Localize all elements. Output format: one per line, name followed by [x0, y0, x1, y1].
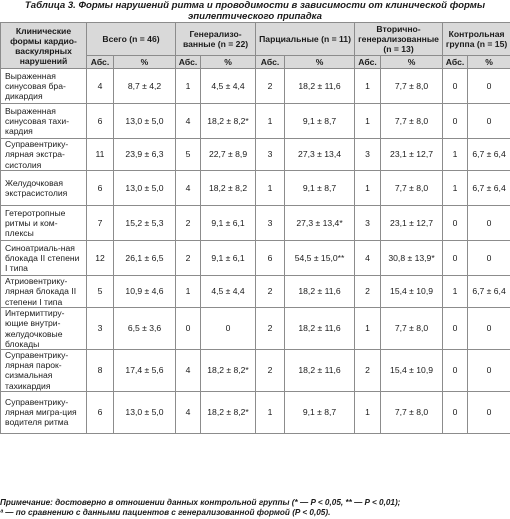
cell-abs: 1 — [443, 276, 468, 308]
cell-pct: 9,1 ± 8,7 — [285, 171, 355, 206]
table-row — [1, 276, 510, 308]
cell-pct: 0 — [468, 241, 510, 276]
cell-pct: 18,2 ± 11,6 — [285, 276, 355, 308]
table-caption — [0, 0, 510, 22]
cell-abs: 1 — [256, 104, 285, 139]
header-group-secondary: Вторично-генерализованные (n = 13) — [355, 23, 443, 56]
cell-abs: 3 — [256, 139, 285, 171]
cell-abs: 4 — [355, 241, 381, 276]
cell-abs: 2 — [176, 241, 201, 276]
cell-pct: 13,0 ± 5,0 — [114, 104, 176, 139]
cell-pct: 6,5 ± 3,6 — [114, 308, 176, 350]
cell-abs: 5 — [176, 139, 201, 171]
header-abs: Абс. — [176, 56, 201, 69]
cell-pct: 9,1 ± 8,7 — [285, 104, 355, 139]
cell-pct: 26,1 ± 6,5 — [114, 241, 176, 276]
cell-pct: 7,7 ± 8,0 — [381, 308, 443, 350]
row-label: Атриовентрику-лярная блокада II степени I типа — [1, 276, 87, 308]
cell-abs: 6 — [87, 391, 114, 433]
header-abs: Абс. — [87, 56, 114, 69]
table-row — [1, 206, 510, 241]
header-pct: % — [114, 56, 176, 69]
cell-pct: 4,5 ± 4,4 — [201, 69, 256, 104]
cell-abs: 1 — [355, 308, 381, 350]
header-group-total: Всего (n = 46) — [87, 23, 176, 56]
cell-abs: 1 — [355, 391, 381, 433]
cell-pct: 7,7 ± 8,0 — [381, 69, 443, 104]
row-label: Суправентрику-лярная экстра-систолия — [1, 139, 87, 171]
cell-pct: 15,4 ± 10,9 — [381, 350, 443, 392]
cell-abs: 3 — [355, 206, 381, 241]
cell-pct: 13,0 ± 5,0 — [114, 171, 176, 206]
cell-pct: 23,9 ± 6,3 — [114, 139, 176, 171]
cell-abs: 4 — [176, 350, 201, 392]
cell-pct: 0 — [468, 206, 510, 241]
cell-abs: 1 — [256, 171, 285, 206]
cell-pct: 0 — [468, 104, 510, 139]
cell-abs: 4 — [87, 69, 114, 104]
cell-pct: 13,0 ± 5,0 — [114, 391, 176, 433]
row-label: Суправентрику-лярная парок-сизмальная тахикардия — [1, 350, 87, 392]
cell-pct: 9,1 ± 6,1 — [201, 206, 256, 241]
cell-abs: 0 — [443, 391, 468, 433]
header-group-partial: Парциальные (n = 11) — [256, 23, 355, 56]
cell-abs: 2 — [176, 206, 201, 241]
caption-line-1: Таблица 3. Формы нарушений ритма и проводимости в зависимости от клинической формы — [24, 0, 486, 11]
cell-pct: 15,4 ± 10,9 — [381, 276, 443, 308]
cell-abs: 1 — [443, 139, 468, 171]
cell-abs: 4 — [176, 171, 201, 206]
cell-pct: 18,2 ± 11,6 — [285, 308, 355, 350]
caption-line-2: эпилептического припадка — [188, 11, 322, 22]
cell-pct: 6,7 ± 6,4 — [468, 139, 510, 171]
table-body — [1, 69, 510, 434]
cell-abs: 1 — [176, 69, 201, 104]
cell-pct: 18,2 ± 8,2* — [201, 104, 256, 139]
cell-abs: 4 — [176, 391, 201, 433]
header-group-generalized: Генерализо-ванные (n = 22) — [176, 23, 256, 56]
cell-pct: 8,7 ± 4,2 — [114, 69, 176, 104]
row-label: Гетеротропные ритмы и ком-плексы — [1, 206, 87, 241]
cell-abs: 0 — [443, 104, 468, 139]
cell-abs: 1 — [355, 171, 381, 206]
cell-pct: 0 — [468, 350, 510, 392]
cell-abs: 2 — [256, 69, 285, 104]
header-pct: % — [468, 56, 510, 69]
cell-abs: 2 — [355, 276, 381, 308]
table-note — [0, 498, 510, 517]
cell-abs: 0 — [443, 308, 468, 350]
cell-abs: 3 — [87, 308, 114, 350]
cell-pct: 17,4 ± 5,6 — [114, 350, 176, 392]
row-label: Выраженная синусовая тахи-кардия — [1, 104, 87, 139]
row-label: Желудочковая экстрасистолия — [1, 171, 87, 206]
table-row — [1, 104, 510, 139]
note-line-2: ª — по сравнению с данными пациентов с генерализованной формой (P < 0,05). — [0, 507, 331, 517]
header-pct: % — [201, 56, 256, 69]
cell-abs: 5 — [87, 276, 114, 308]
header-group-control: Контрольная группа (n = 15) — [443, 23, 510, 56]
cell-abs: 0 — [176, 308, 201, 350]
row-label: Выраженная синусовая бра-дикардия — [1, 69, 87, 104]
header-pct: % — [381, 56, 443, 69]
table-row — [1, 241, 510, 276]
cell-abs: 6 — [256, 241, 285, 276]
cell-abs: 3 — [256, 206, 285, 241]
cell-abs: 2 — [355, 350, 381, 392]
cell-pct: 6,7 ± 6,4 — [468, 276, 510, 308]
cell-abs: 7 — [87, 206, 114, 241]
cell-pct: 23,1 ± 12,7 — [381, 206, 443, 241]
cell-abs: 0 — [443, 69, 468, 104]
cell-pct: 0 — [468, 69, 510, 104]
cell-abs: 4 — [176, 104, 201, 139]
note-line-1: Примечание: достоверно в отношении данных контрольной группы (* — P < 0,05, ** — P < 0,01); — [0, 498, 401, 507]
cell-abs: 6 — [87, 171, 114, 206]
cell-abs: 6 — [87, 104, 114, 139]
cell-abs: 1 — [443, 171, 468, 206]
cell-pct: 30,8 ± 13,9* — [381, 241, 443, 276]
table-row — [1, 139, 510, 171]
table-row — [1, 391, 510, 433]
cell-pct: 22,7 ± 8,9 — [201, 139, 256, 171]
cell-pct: 9,1 ± 8,7 — [285, 391, 355, 433]
cell-pct: 18,2 ± 8,2* — [201, 350, 256, 392]
cell-abs: 1 — [355, 104, 381, 139]
header-row-groups — [1, 23, 510, 56]
cell-pct: 6,7 ± 6,4 — [468, 171, 510, 206]
table-row — [1, 171, 510, 206]
cell-abs: 2 — [256, 350, 285, 392]
cell-pct: 18,2 ± 11,6 — [285, 350, 355, 392]
cell-abs: 12 — [87, 241, 114, 276]
cell-pct: 9,1 ± 6,1 — [201, 241, 256, 276]
cell-abs: 3 — [355, 139, 381, 171]
cell-abs: 11 — [87, 139, 114, 171]
arrhythmia-table — [0, 22, 510, 434]
cell-abs: 8 — [87, 350, 114, 392]
table-row — [1, 350, 510, 392]
header-abs: Абс. — [256, 56, 285, 69]
cell-abs: 2 — [256, 276, 285, 308]
cell-pct: 27,3 ± 13,4* — [285, 206, 355, 241]
header-abs: Абс. — [355, 56, 381, 69]
cell-pct: 0 — [468, 391, 510, 433]
row-label: Синоатриаль-ная блокада II степени I типа — [1, 241, 87, 276]
header-pct: % — [285, 56, 355, 69]
cell-pct: 54,5 ± 15,0** — [285, 241, 355, 276]
cell-pct: 18,2 ± 11,6 — [285, 69, 355, 104]
cell-pct: 7,7 ± 8,0 — [381, 171, 443, 206]
header-clinical-forms: Клинические формы кардио-васкулярных нарушений — [1, 23, 87, 69]
cell-abs: 0 — [443, 350, 468, 392]
table-row — [1, 69, 510, 104]
cell-pct: 0 — [468, 308, 510, 350]
row-label: Интермиттиру-ющие внутри-желудочковые блокады — [1, 308, 87, 350]
row-label: Суправентрику-лярная мигра-ция водителя ритма — [1, 391, 87, 433]
header-abs: Абс. — [443, 56, 468, 69]
cell-pct: 7,7 ± 8,0 — [381, 104, 443, 139]
cell-abs: 1 — [355, 69, 381, 104]
cell-abs: 0 — [443, 241, 468, 276]
cell-abs: 0 — [443, 206, 468, 241]
cell-pct: 7,7 ± 8,0 — [381, 391, 443, 433]
cell-pct: 10,9 ± 4,6 — [114, 276, 176, 308]
cell-pct: 18,2 ± 8,2 — [201, 171, 256, 206]
cell-abs: 1 — [176, 276, 201, 308]
cell-pct: 0 — [201, 308, 256, 350]
cell-abs: 2 — [256, 308, 285, 350]
cell-pct: 23,1 ± 12,7 — [381, 139, 443, 171]
cell-pct: 27,3 ± 13,4 — [285, 139, 355, 171]
cell-pct: 4,5 ± 4,4 — [201, 276, 256, 308]
cell-abs: 1 — [256, 391, 285, 433]
cell-pct: 15,2 ± 5,3 — [114, 206, 176, 241]
table-row — [1, 308, 510, 350]
cell-pct: 18,2 ± 8,2* — [201, 391, 256, 433]
